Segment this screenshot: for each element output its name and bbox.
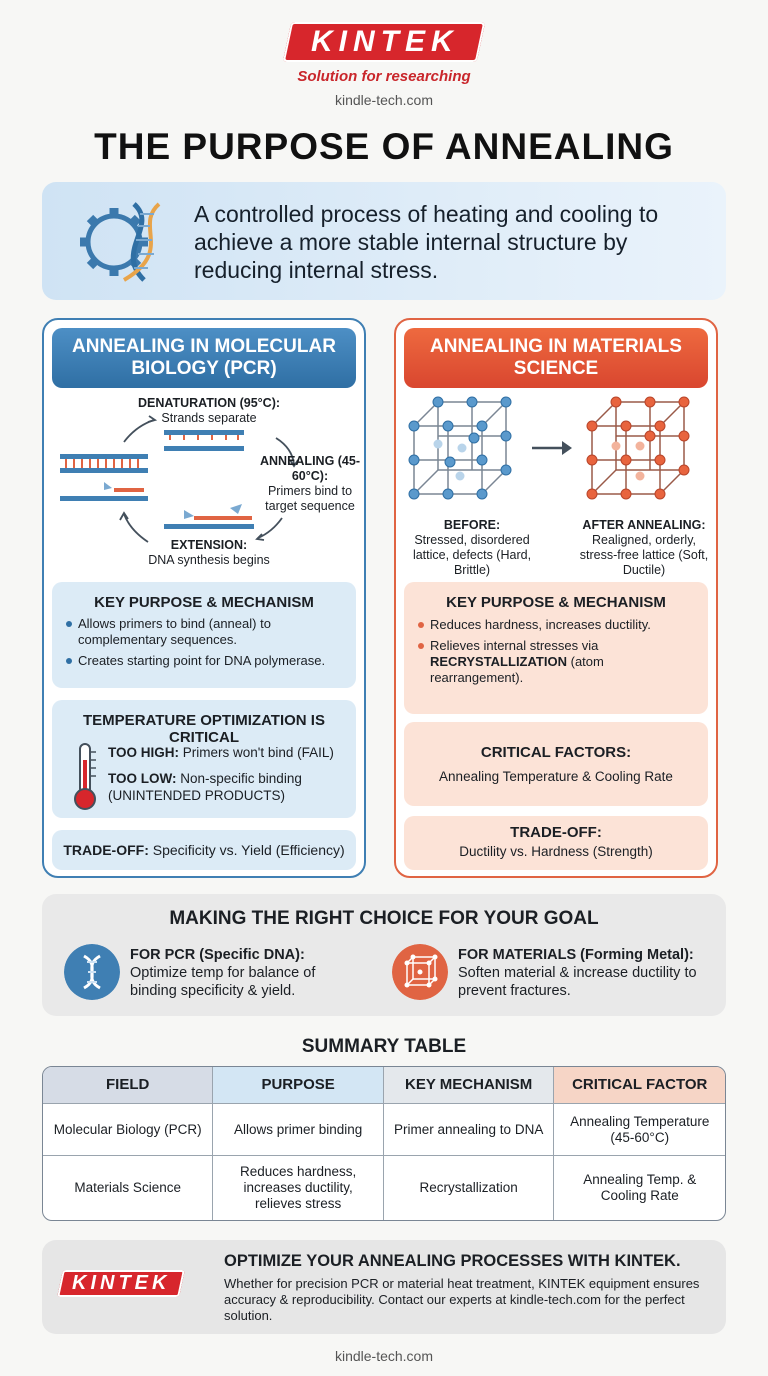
cta-title: OPTIMIZE YOUR ANNEALING PROCESSES WITH KINTEK. bbox=[224, 1252, 681, 1270]
extension-label: EXTENSION: DNA synthesis begins bbox=[148, 538, 270, 567]
goal-choice-box bbox=[42, 894, 726, 1016]
cta-banner bbox=[42, 1240, 726, 1334]
lattice-icon bbox=[392, 944, 448, 1000]
tagline: Solution for researching bbox=[297, 68, 471, 85]
intro-banner bbox=[42, 182, 726, 300]
logo-text: KINTEK bbox=[311, 25, 459, 58]
critical-factors-box bbox=[404, 722, 708, 806]
table-header-row bbox=[43, 1067, 725, 1104]
pcr-tradeoff-box: TRADE-OFF: Specificity vs. Yield (Efficiency) bbox=[52, 830, 356, 870]
column-header: CRITICAL FACTOR bbox=[554, 1067, 725, 1104]
cta-body: Whether for precision PCR or material heat treatment, KINTEK equipment ensures accuracy & reproducibility. Contact our experts at kindle-tech.com for the perfect solution. bbox=[224, 1276, 700, 1323]
dna-icon bbox=[64, 944, 120, 1000]
summary-table bbox=[42, 1066, 726, 1221]
extension-strand-icon bbox=[164, 504, 254, 529]
column-header: KEY MECHANISM bbox=[384, 1067, 555, 1104]
materials-purpose-box bbox=[404, 582, 708, 714]
materials-purpose-title: KEY PURPOSE & MECHANISM bbox=[446, 594, 666, 611]
too-high-text: TOO HIGH: Primers won't bind (FAIL) bbox=[108, 745, 334, 760]
materials-tradeoff-title: TRADE-OFF: bbox=[510, 824, 602, 841]
kintek-logo bbox=[0, 22, 768, 62]
table-cell: Molecular Biology (PCR) bbox=[43, 1104, 213, 1156]
materials-tradeoff-box bbox=[404, 816, 708, 870]
temp-optimization-title: TEMPERATURE OPTIMIZATION IS CRITICAL bbox=[83, 712, 325, 746]
materials-panel bbox=[394, 318, 718, 878]
before-label: BEFORE: Stressed, disordered lattice, defects (Hard, Brittle) bbox=[412, 518, 532, 577]
critical-factors-text: Annealing Temperature & Cooling Rate bbox=[439, 769, 673, 784]
materials-panel-title: ANNEALING IN MATERIALS SCIENCE bbox=[404, 328, 708, 388]
table-cell: Reduces hardness, increases ductility, relieves stress bbox=[213, 1156, 383, 1220]
materials-goal-text: FOR MATERIALS (Forming Metal): Soften material & increase ductility to prevent fractures. bbox=[458, 947, 697, 999]
table-cell: Materials Science bbox=[43, 1156, 213, 1220]
pcr-purpose-title: KEY PURPOSE & MECHANISM bbox=[94, 594, 314, 611]
pcr-goal-text: FOR PCR (Specific DNA): Optimize temp for balance of binding specificity & yield. bbox=[130, 947, 316, 999]
arrow-right-icon bbox=[532, 441, 572, 455]
summary-table-title: SUMMARY TABLE bbox=[301, 1036, 467, 1057]
column-header: FIELD bbox=[43, 1067, 213, 1104]
pcr-purpose-bullet: Creates starting point for DNA polymerase. bbox=[78, 653, 344, 669]
too-low-text: TOO LOW: Non-specific binding (UNINTENDED PRODUCTS) bbox=[108, 771, 302, 803]
primer-binding-icon bbox=[60, 482, 148, 501]
gear-dna-icon bbox=[64, 196, 184, 286]
pcr-panel-title: ANNEALING IN MOLECULAR BIOLOGY (PCR) bbox=[52, 328, 356, 388]
thermometer-icon bbox=[70, 742, 100, 812]
pcr-purpose-box bbox=[52, 582, 356, 688]
denaturation-label: DENATURATION (95°C): Strands separate bbox=[137, 396, 281, 425]
after-label: AFTER ANNEALING: Realigned, orderly, stress-free lattice (Soft, Ductile) bbox=[579, 518, 709, 577]
table-row bbox=[43, 1156, 725, 1220]
temp-optimization-box bbox=[52, 700, 356, 818]
kintek-logo-small: KINTEK bbox=[57, 1270, 185, 1297]
page-title: THE PURPOSE OF ANNEALING bbox=[94, 126, 674, 167]
site-link-top[interactable]: kindle-tech.com bbox=[334, 92, 434, 108]
column-header: PURPOSE bbox=[213, 1067, 383, 1104]
table-row bbox=[43, 1104, 725, 1156]
lattice-comparison-diagram bbox=[396, 396, 716, 512]
pcr-purpose-bullet: Allows primers to bind (anneal) to complementary sequences. bbox=[78, 616, 344, 648]
goal-choice-title: MAKING THE RIGHT CHOICE FOR YOUR GOAL bbox=[169, 908, 599, 929]
table-cell: Allows primer binding bbox=[213, 1104, 383, 1156]
double-strand-icon bbox=[60, 454, 148, 473]
materials-purpose-bullet: Reduces hardness, increases ductility. bbox=[430, 617, 696, 633]
pcr-panel bbox=[42, 318, 366, 878]
separated-strands-icon bbox=[164, 430, 244, 451]
materials-tradeoff-text: Ductility vs. Hardness (Strength) bbox=[459, 844, 653, 859]
table-cell: Recrystallization bbox=[384, 1156, 555, 1220]
intro-text: A controlled process of heating and cooling to achieve a more stable internal structure by reducing internal stress. bbox=[194, 201, 659, 283]
critical-factors-title: CRITICAL FACTORS: bbox=[480, 744, 632, 761]
site-link-bottom[interactable]: kindle-tech.com bbox=[334, 1348, 434, 1364]
table-cell: Primer annealing to DNA bbox=[384, 1104, 555, 1156]
materials-purpose-bullet: Relieves internal stresses via RECRYSTALLIZATION (atom rearrangement). bbox=[430, 638, 696, 686]
table-cell: Annealing Temp. & Cooling Rate bbox=[583, 1172, 697, 1203]
table-cell: Annealing Temperature (45-60°C) bbox=[554, 1104, 725, 1156]
annealing-label: ANNEALING (45-60°C): Primers bind to target sequence bbox=[259, 454, 360, 513]
